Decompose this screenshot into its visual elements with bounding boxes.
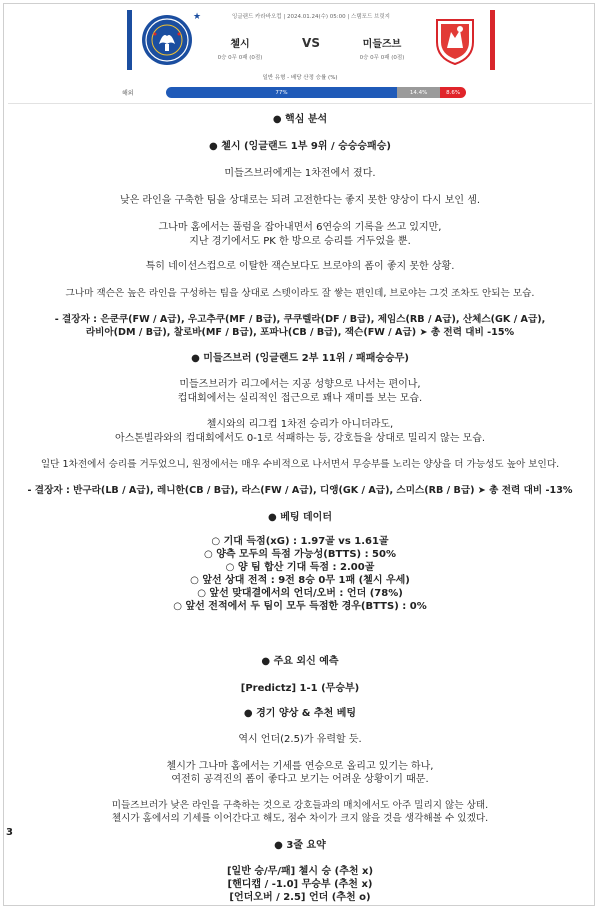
away-team-record: 0승 0무 0패 (0점) bbox=[359, 55, 405, 61]
away-absentees-line: - 결장자 : 반구라(LB / A급), 레니한(CB / B급), 라스(FW / A급), 디앵(GK / A급), 스미스(RB / B급) ➤ 총 전력 대비 -13% bbox=[27, 485, 573, 496]
paragraph-line: 낮은 라인을 구축한 팀을 상대로는 되려 고전한다는 좋지 못한 양상이 다시 보인 셈. bbox=[119, 195, 481, 206]
summary-line: [핸디캡 / -1.0] 무승부 (추천 x) bbox=[227, 879, 373, 890]
odds-bar bbox=[166, 87, 466, 98]
section-heading-betting-data: ● 베팅 데이터 bbox=[268, 512, 332, 523]
paragraph-line: 미들즈브러에게는 1차전에서 졌다. bbox=[224, 168, 376, 179]
section-heading-key-analysis: ● 핵심 분석 bbox=[272, 114, 328, 125]
paragraph-line: 역시 언더(2.5)가 유력할 듯. bbox=[238, 734, 362, 745]
home-win-segment: 77% bbox=[166, 87, 397, 98]
home-team-name: 첼시 bbox=[230, 39, 250, 50]
paragraph-line: 첼시가 그나마 홈에서는 기세를 연승으로 올리고 있기는 하나, bbox=[166, 761, 434, 772]
paragraph-line: 일단 1차전에서 승리를 거두었으니, 원정에서는 매우 수비적으로 나서면서 무승부를 노리는 양상을 더 가능성도 높아 보인다. bbox=[40, 459, 560, 470]
betting-stat-line: ○ 앞선 상대 전적 : 9전 8승 0무 1패 (첼시 우세) bbox=[190, 575, 410, 586]
match-meta: 잉글랜드 카라바오컵 | 2024.01.24(수) 05:00 | 스탬포드 브릿지 bbox=[232, 14, 390, 20]
summary-line: [일반 승/무/패] 첼시 승 (추천 x) bbox=[226, 866, 374, 877]
paragraph-line: 아스톤빌라와의 컵대회에서도 0-1로 석패하는 등, 강호들을 상대로 밀리지 않는 모습. bbox=[114, 433, 486, 444]
odds-row-label: 해외 bbox=[122, 90, 134, 97]
home-absentees-line: 라비아(DM / B급), 찰로바(MF / B급), 포파나(CB / B급), 잭슨(FW / A급) ➤ 총 전력 대비 -15% bbox=[85, 327, 515, 338]
paragraph-line: 컵대회에서는 실리적인 접근으로 꽤나 재미를 보는 모습. bbox=[177, 393, 423, 404]
paragraph-line: 미들즈브러가 리그에서는 지공 성향으로 나서는 편이나, bbox=[179, 379, 421, 390]
section-heading-recommendation: ● 경기 양상 & 추천 베팅 bbox=[243, 708, 357, 719]
draw-segment: 14.4% bbox=[397, 87, 440, 98]
paragraph-line: 여전히 공격진의 폼이 좋다고 보기는 어려운 상황이기 때문. bbox=[171, 774, 429, 785]
match-header bbox=[127, 10, 495, 70]
section-heading-predictions: ● 주요 외신 예측 bbox=[261, 656, 339, 667]
paragraph-line: 첼시가 홈에서의 기세를 이어간다고 해도, 점수 차이가 크지 않을 것을 생각해볼 수 있겠다. bbox=[111, 813, 489, 824]
paragraph-line: 그나마 홈에서는 풀럼을 잡아내면서 6연승의 기록을 쓰고 있지만, bbox=[158, 222, 442, 233]
betting-stat-line: ○ 앞선 맞대결에서의 언더/오버 : 언더 (78%) bbox=[197, 588, 403, 599]
margin-mark: 3 bbox=[6, 827, 13, 838]
paragraph-line: 지난 경기에서도 PK 한 방으로 승리를 거두었을 뿐. bbox=[189, 236, 411, 247]
section-heading-home-team: ● 첼시 (잉글랜드 1부 9위 / 승승승패승) bbox=[209, 141, 391, 152]
betting-stat-line: ○ 기대 득점(xG) : 1.97골 vs 1.61골 bbox=[211, 536, 389, 547]
odds-row bbox=[122, 87, 470, 98]
home-absentees-line: - 결장자 : 은쿤쿠(FW / A급), 우고추쿠(MF / B급), 쿠쿠렐라(DF / B급), 제임스(RB / A급), 산체스(GK / A급), bbox=[54, 314, 546, 325]
summary-line: [언더오버 / 2.5] 언더 (추천 o) bbox=[229, 892, 371, 903]
paragraph-line: 첼시와의 리그컵 1차전 승리가 아니더라도, bbox=[206, 419, 394, 430]
paragraph-line: 미들즈브러가 낮은 라인을 구축하는 것으로 강호들과의 매치에서도 아주 밀리지 않는 상태. bbox=[111, 800, 489, 811]
prediction-line: [Predictz] 1-1 (무승부) bbox=[240, 683, 360, 694]
away-win-segment: 8.6% bbox=[440, 87, 466, 98]
home-team-record: 0승 0무 0패 (0점) bbox=[217, 55, 263, 61]
paragraph-line: 그나마 잭슨은 높은 라인을 구성하는 팀을 상대로 스텟이라도 잘 쌓는 편인데, 브로야는 그것 조차도 안되는 모습. bbox=[65, 288, 535, 299]
star-icon: ★ bbox=[193, 12, 202, 22]
header-divider bbox=[8, 103, 592, 104]
away-team-name: 미들즈브 bbox=[362, 39, 402, 50]
section-heading-summary: ● 3줄 요약 bbox=[274, 840, 326, 851]
paragraph-line: 특히 네이선스컵으로 이탈한 잭슨보다도 브로야의 폼이 좋지 못한 상황. bbox=[145, 261, 455, 272]
betting-stat-line: ○ 양측 모두의 득점 가능성(BTTS) : 50% bbox=[204, 549, 396, 560]
section-heading-away-team: ● 미들즈브러 (잉글랜드 2부 11위 / 패패승승무) bbox=[191, 353, 409, 364]
odds-title: 일반 유형 - 배당 산정 승률 (%) bbox=[262, 75, 338, 81]
vs-label: VS bbox=[302, 36, 320, 50]
betting-stat-line: ○ 앞선 전적에서 두 팀이 모두 득점한 경우(BTTS) : 0% bbox=[173, 601, 427, 612]
betting-stat-line: ○ 양 팀 합산 기대 득점 : 2.00골 bbox=[225, 562, 375, 573]
